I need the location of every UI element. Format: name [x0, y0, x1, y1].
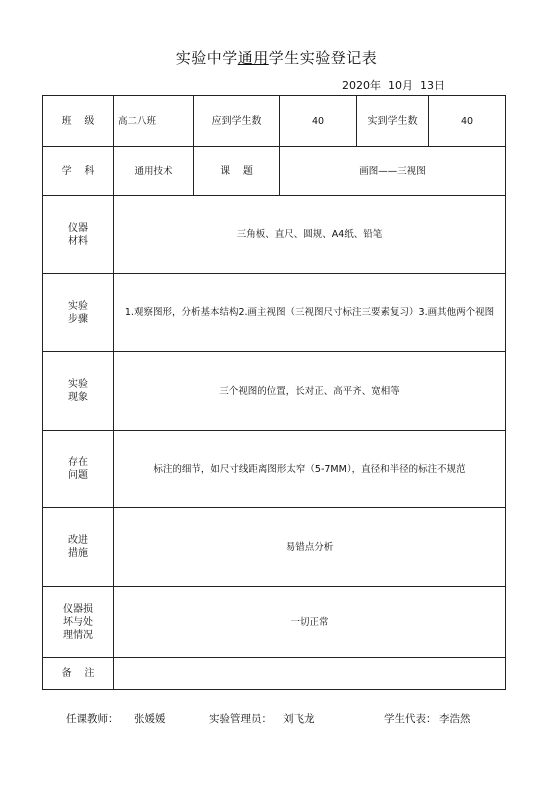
topic-value: 画图——三视图	[280, 147, 506, 196]
table-row	[43, 431, 506, 508]
actual-students-value: 40	[429, 96, 506, 147]
table-row	[43, 658, 506, 690]
admin-name: 刘飞龙	[283, 713, 315, 725]
remarks-value	[114, 658, 506, 690]
remarks-label: 备 注	[43, 658, 114, 690]
table-row	[43, 147, 506, 196]
page-title: 实验中学通用学生实验登记表	[175, 49, 378, 67]
record-date: 2020年 10月 13日	[342, 79, 445, 92]
table-row	[43, 352, 506, 431]
damage-label: 仪器损 坏与处 理情况	[43, 587, 114, 658]
expected-students-value: 40	[280, 96, 357, 147]
damage-value: 一切正常	[114, 587, 506, 658]
class-value: 高二八班	[114, 96, 194, 147]
problems-value: 标注的细节，如尺寸线距离图形太窄（5-7MM），直径和半径的标注不规范	[114, 431, 506, 508]
registration-table	[42, 95, 506, 690]
table-row	[43, 587, 506, 658]
table-row	[43, 274, 506, 352]
actual-students-label: 实到学生数	[357, 96, 429, 147]
student-name: 李浩然	[439, 713, 471, 725]
phenomena-value: 三个视图的位置，长对正、高平齐、宽相等	[114, 352, 506, 431]
student-label: 学生代表：	[384, 713, 437, 725]
topic-label: 课 题	[194, 147, 280, 196]
class-label: 班 级	[43, 96, 114, 147]
steps-label: 实验 步骤	[43, 274, 114, 352]
table-row	[43, 508, 506, 587]
equipment-value: 三角板、直尺、圆规、A4纸、铅笔	[114, 196, 506, 274]
table-row	[43, 96, 506, 147]
admin-label: 实验管理员：	[209, 713, 272, 725]
improvement-value: 易错点分析	[114, 508, 506, 587]
equipment-label: 仪器 材料	[43, 196, 114, 274]
table-row	[43, 196, 506, 274]
teacher-label: 任课教师：	[66, 713, 119, 725]
phenomena-label: 实验 现象	[43, 352, 114, 431]
teacher-name: 张媛媛	[134, 713, 166, 725]
expected-students-label: 应到学生数	[194, 96, 280, 147]
subject-value: 通用技术	[114, 147, 194, 196]
subject-label: 学 科	[43, 147, 114, 196]
steps-value: 1.观察图形，分析基本结构2.画主视图（三视图尺寸标注三要素复习）3.画其他两个视图	[114, 274, 506, 352]
improvement-label: 改进 措施	[43, 508, 114, 587]
problems-label: 存在 问题	[43, 431, 114, 508]
